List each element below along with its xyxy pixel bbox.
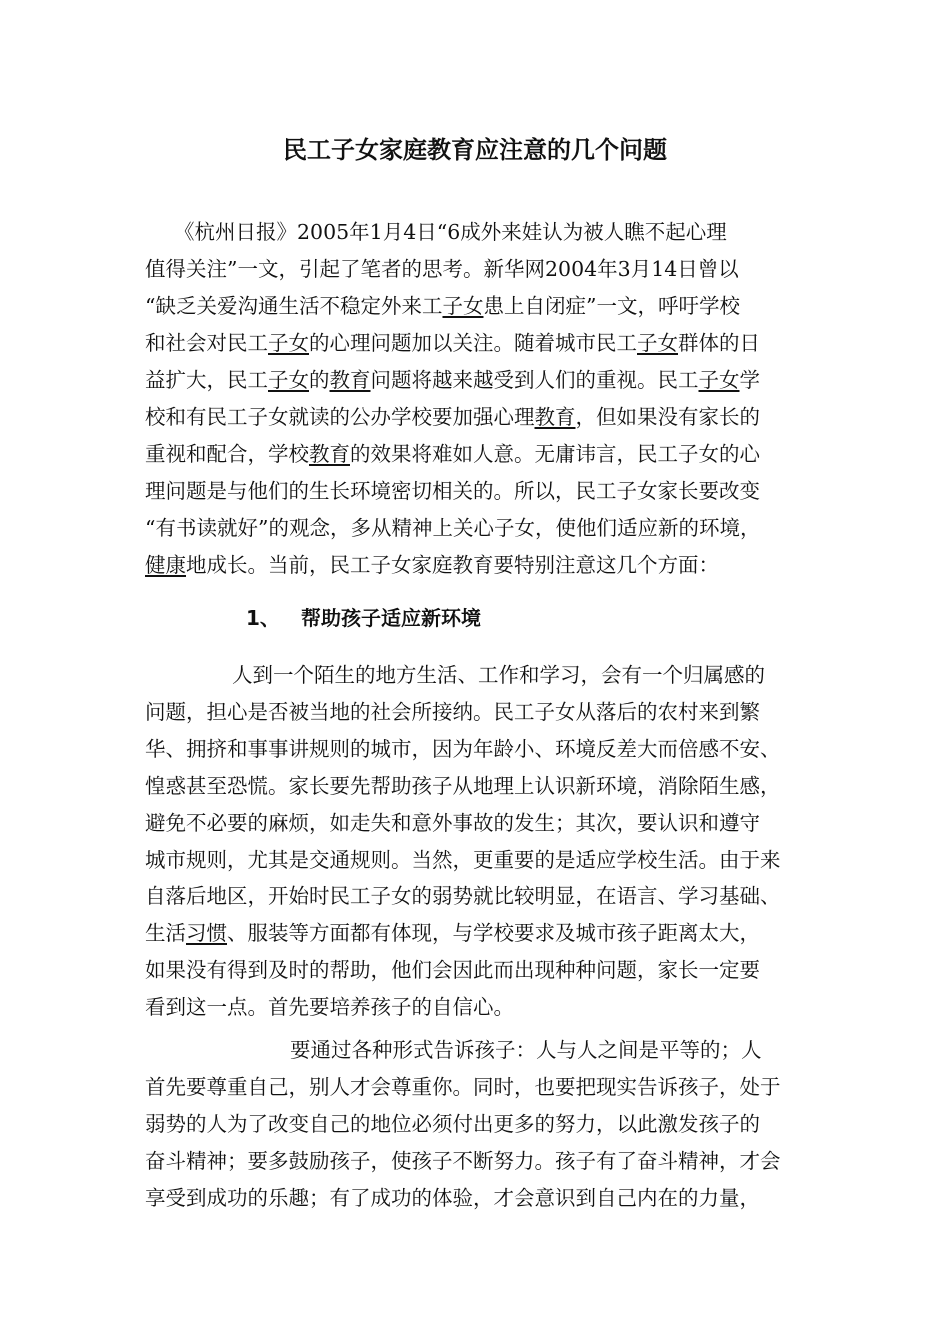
paragraph-intro-line: 校和有民工子女就读的公办学校要加强心理教育，但如果没有家长的 [145,405,760,429]
paragraph-intro-line: 和社会对民工子女的心理问题加以关注。随着城市民工子女群体的日 [145,331,760,355]
paragraph-adapt-line: 生活习惯、服装等方面都有体现，与学校要求及城市孩子距离太大， [145,921,760,946]
paragraph-intro-line: 重视和配合，学校教育的效果将难如人意。无庸讳言，民工子女的心 [145,442,760,466]
paragraph-adapt-line: 避免不必要的麻烦，如走失和意外事故的发生；其次，要认识和遵守 [145,810,760,835]
underlined-term: 教育 [534,405,576,429]
underlined-term: 子女 [442,294,484,318]
underlined-term: 健康 [145,553,186,577]
paragraph-confidence-line: 享受到成功的乐趣；有了成功的体验，才会意识到自己内在的力量， [145,1185,760,1210]
paragraph-intro-line: 健康地成长。当前，民工子女家庭教育要特别注意这几个方面： [145,553,719,577]
paragraph-adapt-line: 看到这一点。首先要培养孩子的自信心。 [145,995,514,1020]
underlined-term: 教育 [309,442,350,466]
paragraph-adapt-line: 华、拥挤和事事讲规则的城市，因为年龄小、环境反差大而倍感不安、 [145,736,781,761]
paragraph-intro-line: 益扩大，民工子女的教育问题将越来越受到人们的重视。民工子女学 [145,368,760,392]
paragraph-adapt-line: 惶惑甚至恐慌。家长要先帮助孩子从地理上认识新环境，消除陌生感， [145,773,781,798]
paragraph-adapt-line: 人到一个陌生的地方生活、工作和学习，会有一个归属感的 [232,663,765,687]
paragraph-intro-line: 理问题是与他们的生长环境密切相关的。所以，民工子女家长要改变 [145,479,760,503]
paragraph-adapt-line: 城市规则，尤其是交通规则。当然，更重要的是适应学校生活。由于来 [145,847,781,872]
paragraph-adapt-line: 问题，担心是否被当地的社会所接纳。民工子女从落后的农村来到繁 [145,699,760,724]
paragraph-intro-line: “有书读就好”的观念，多从精神上关心子女，使他们适应新的环境， [145,516,761,540]
paragraph-confidence-line: 奋斗精神；要多鼓励孩子，使孩子不断努力。孩子有了奋斗精神，才会 [145,1148,781,1173]
paragraph-intro-line: 《杭州日报》2005年1月4日“6成外来娃认为被人瞧不起心理 [174,220,727,244]
section-number: 1、 [246,606,280,630]
underlined-term: 子女 [698,368,740,392]
paragraph-intro-line: “缺乏关爱沟通生活不稳定外来工子女患上自闭症”一文，呼吁学校 [145,294,740,318]
paragraph-adapt-line: 自落后地区，开始时民工子女的弱势就比较明显，在语言、学习基础、 [145,884,781,909]
paragraph-confidence-line: 弱势的人为了改变自己的地位必须付出更多的努力，以此激发孩子的 [145,1111,760,1136]
paragraph-confidence-line: 首先要尊重自己，别人才会尊重你。同时，也要把现实告诉孩子，处于 [145,1074,781,1099]
underlined-term: 教育 [329,368,371,392]
paragraph-confidence-line: 要通过各种形式告诉孩子：人与人之间是平等的；人 [290,1038,762,1062]
paragraph-intro-line: 值得关注”一文，引起了笔者的思考。新华网2004年3月14日曾以 [145,257,739,281]
paragraph-adapt-line: 如果没有得到及时的帮助，他们会因此而出现种种问题，家长一定要 [145,958,760,983]
document-title: 民工子女家庭教育应注意的几个问题 [283,136,667,164]
underlined-term: 子女 [637,331,678,355]
underlined-term: 子女 [268,368,309,392]
underlined-term: 习惯 [186,921,227,946]
section-heading: 帮助孩子适应新环境 [301,606,481,630]
underlined-term: 子女 [268,331,309,355]
